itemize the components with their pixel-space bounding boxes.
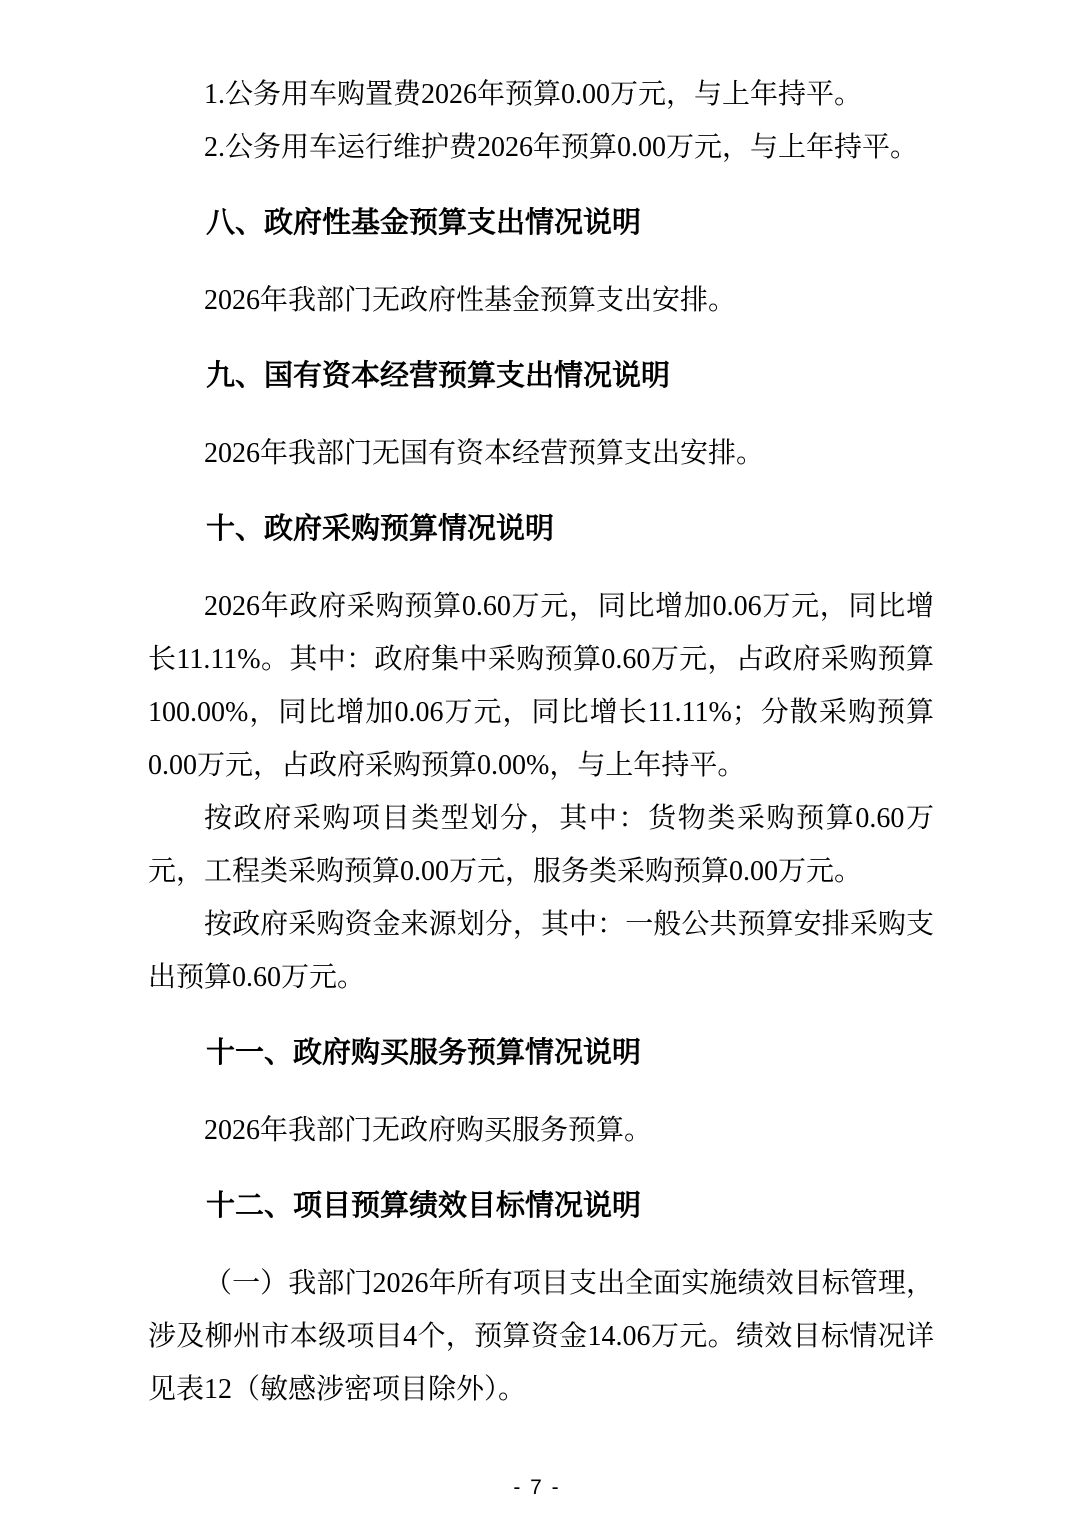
section-heading-8-gov-funds: 八、政府性基金预算支出情况说明 xyxy=(206,207,642,239)
section-heading-10-procurement: 十、政府采购预算情况说明 xyxy=(206,513,555,545)
section-heading-12-performance-targets: 十二、项目预算绩效目标情况说明 xyxy=(206,1190,642,1222)
paragraph-vehicle-purchase: 1.公务用车购置费2026年预算0.00万元，与上年持平。 xyxy=(204,79,863,110)
paragraph-performance-targets: （一）我部门2026年所有项目支出全面实施绩效目标管理，涉及柳州市本级项目4个，预算资金14.06万元。绩效目标情况详见表12（敏感涉密项目除外）。 xyxy=(148,1268,934,1405)
page-number: - 7 - xyxy=(513,1476,561,1499)
paragraph-purchased-services: 2026年我部门无政府购买服务预算。 xyxy=(204,1115,653,1146)
section-heading-9-state-capital: 九、国有资本经营预算支出情况说明 xyxy=(206,360,671,392)
section-heading-11-purchased-services: 十一、政府购买服务预算情况说明 xyxy=(206,1037,642,1069)
paragraph-vehicle-maintenance: 2.公务用车运行维护费2026年预算0.00万元，与上年持平。 xyxy=(204,132,919,163)
paragraph-procurement-by-source: 按政府采购资金来源划分，其中：一般公共预算安排采购支出预算0.60万元。 xyxy=(148,909,934,993)
paragraph-procurement-overview: 2026年政府采购预算0.60万元，同比增加0.06万元，同比增长11.11%。其中：政府集中采购预算0.60万元，占政府采购预算100.00%，同比增加0.06万元，同比增长11.11%；分散采购预算0.00万元，占政府采购预算0.00%，与上年持平。 xyxy=(148,591,934,781)
paragraph-procurement-by-type: 按政府采购项目类型划分，其中：货物类采购预算0.60万元，工程类采购预算0.00万元，服务类采购预算0.00万元。 xyxy=(148,803,934,887)
paragraph-gov-funds: 2026年我部门无政府性基金预算支出安排。 xyxy=(204,285,737,316)
paragraph-state-capital: 2026年我部门无国有资本经营预算支出安排。 xyxy=(204,438,765,469)
